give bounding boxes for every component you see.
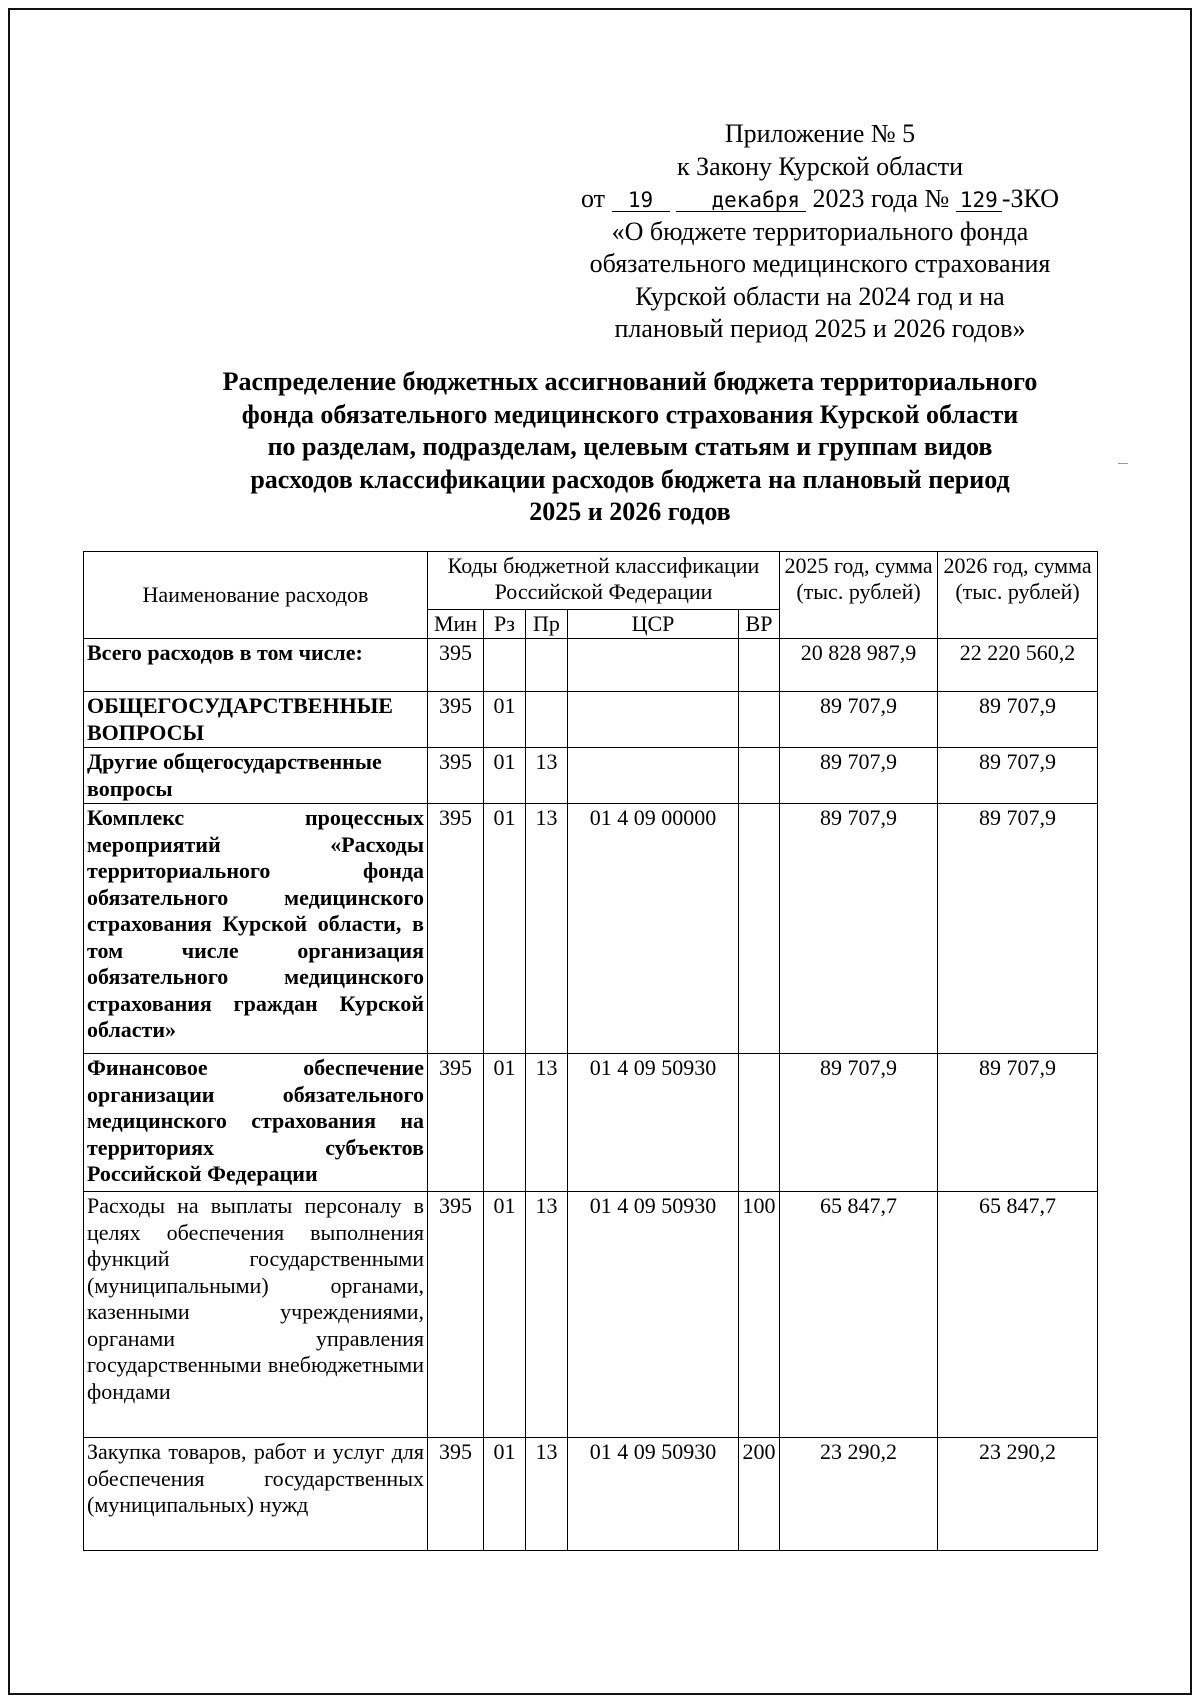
row-csr — [568, 748, 739, 804]
appendix-number: Приложение № 5 — [724, 119, 916, 148]
date-prefix: от — [580, 184, 606, 213]
row-csr — [568, 692, 739, 748]
row-name: ОБЩЕГОСУДАРСТВЕННЫЕ ВОПРОСЫ — [84, 692, 428, 748]
row-amount-2026: 89 707,9 — [938, 748, 1098, 804]
row-amount-2026: 89 707,9 — [938, 804, 1098, 1054]
law-number-handwritten: 129 — [956, 189, 1002, 212]
document-title — [170, 366, 1090, 529]
date-year: 2023 года № — [812, 184, 950, 213]
row-vr: 200 — [739, 1438, 780, 1551]
row-pr: 13 — [526, 748, 568, 804]
header-csr: ЦСР — [568, 610, 739, 639]
row-csr: 01 4 09 50930 — [568, 1438, 739, 1551]
appendix-law-ref: к Закону Курской области — [677, 151, 963, 181]
header-2025: 2025 год, сумма (тыс. рублей) — [780, 552, 938, 639]
page-border-top — [8, 8, 1192, 10]
header-2026: 2026 год, сумма (тыс. рублей) — [938, 552, 1098, 639]
table-row — [84, 1054, 1098, 1192]
row-amount-2026: 89 707,9 — [938, 692, 1098, 748]
row-min: 395 — [428, 1438, 484, 1551]
title-line-2: фонда обязательного медицинского страхования Курской области — [241, 399, 1019, 429]
row-rz: 01 — [484, 1438, 526, 1551]
row-vr — [739, 639, 780, 692]
row-amount-2025: 20 828 987,9 — [780, 639, 938, 692]
row-name: Всего расходов в том числе: — [84, 639, 428, 692]
header-name: Наименование расходов — [84, 552, 428, 639]
row-rz: 01 — [484, 1054, 526, 1192]
page-border-left — [8, 8, 10, 1695]
row-amount-2025: 89 707,9 — [780, 692, 938, 748]
row-amount-2026: 23 290,2 — [938, 1438, 1098, 1551]
table-row — [84, 748, 1098, 804]
law-suffix: -ЗКО — [1001, 184, 1060, 213]
row-amount-2025: 89 707,9 — [780, 1054, 938, 1192]
appendix-header — [540, 118, 1100, 346]
row-amount-2025: 65 847,7 — [780, 1192, 938, 1438]
header-pr: Пр — [526, 610, 568, 639]
row-csr: 01 4 09 50930 — [568, 1192, 739, 1438]
row-amount-2026: 89 707,9 — [938, 1054, 1098, 1192]
header-codes: Коды бюджетной классификации Российской Федерации — [428, 552, 780, 610]
header-vr: ВР — [739, 610, 780, 639]
title-line-5: 2025 и 2026 годов — [529, 497, 731, 526]
law-title-line-4: плановый период 2025 и 2026 годов» — [614, 314, 1026, 343]
row-vr — [739, 804, 780, 1054]
row-name: Финансовое обеспечение организации обязательного медицинского страхования на территориях субъектов Российской Федерации — [84, 1054, 428, 1192]
row-min: 395 — [428, 1192, 484, 1438]
row-amount-2025: 89 707,9 — [780, 748, 938, 804]
row-name: Закупка товаров, работ и услуг для обеспечения государственных (муниципальных) нужд — [84, 1438, 428, 1551]
title-line-1: Распределение бюджетных ассигнований бюджета территориального — [222, 367, 1038, 396]
law-title-line-2: обязательного медицинского страхования — [589, 249, 1051, 278]
row-vr — [739, 748, 780, 804]
title-line-3: по разделам, подразделам, целевым статьям и группам видов — [267, 432, 993, 461]
table-row — [84, 804, 1098, 1054]
row-amount-2025: 89 707,9 — [780, 804, 938, 1054]
row-vr: 100 — [739, 1192, 780, 1438]
row-rz: 01 — [484, 1192, 526, 1438]
row-pr: 13 — [526, 804, 568, 1054]
budget-table — [83, 551, 1098, 1551]
page-border-bottom — [8, 1693, 1192, 1695]
row-csr — [568, 639, 739, 692]
row-vr — [739, 1054, 780, 1192]
row-min: 395 — [428, 748, 484, 804]
date-month-handwritten: декабря — [676, 189, 806, 212]
date-day-handwritten: 19 — [612, 189, 670, 212]
header-min: Мин — [428, 610, 484, 639]
row-rz: 01 — [484, 692, 526, 748]
row-rz: 01 — [484, 804, 526, 1054]
row-pr — [526, 639, 568, 692]
row-min: 395 — [428, 639, 484, 692]
row-min: 395 — [428, 1054, 484, 1192]
row-amount-2026: 22 220 560,2 — [938, 639, 1098, 692]
row-name: Другие общегосударственные вопросы — [84, 748, 428, 804]
row-rz: 01 — [484, 748, 526, 804]
table-row — [84, 1438, 1098, 1551]
page-border-right — [1190, 8, 1192, 1695]
row-csr: 01 4 09 00000 — [568, 804, 739, 1054]
table-row — [84, 692, 1098, 748]
row-pr: 13 — [526, 1054, 568, 1192]
appendix-date-line — [540, 183, 1100, 216]
law-title-line-3: Курской области на 2024 год и на — [635, 281, 1005, 311]
row-vr — [739, 692, 780, 748]
row-rz — [484, 639, 526, 692]
row-name: Комплекс процессных мероприятий «Расходы территориального фонда обязательного медицинского страхования Курской области, в том числе организация обязательного медицинского страхования граждан Курской области» — [84, 804, 428, 1054]
row-amount-2026: 65 847,7 — [938, 1192, 1098, 1438]
row-pr: 13 — [526, 1192, 568, 1438]
row-name: Расходы на выплаты персоналу в целях обеспечения выполнения функций государственными (муниципальными) органами, казенными учреждениями, органами управления государственными внебюджетными фондами — [84, 1192, 428, 1438]
row-csr: 01 4 09 50930 — [568, 1054, 739, 1192]
row-min: 395 — [428, 804, 484, 1054]
law-title-line-1: «О бюджете территориального фонда — [611, 216, 1029, 246]
row-pr: 13 — [526, 1438, 568, 1551]
scan-mark — [1118, 463, 1128, 464]
header-rz: Рз — [484, 610, 526, 639]
row-amount-2025: 23 290,2 — [780, 1438, 938, 1551]
table-row — [84, 1192, 1098, 1438]
title-line-4: расходов классификации расходов бюджета на плановый период — [250, 464, 1010, 494]
table-row — [84, 639, 1098, 692]
row-pr — [526, 692, 568, 748]
row-min: 395 — [428, 692, 484, 748]
